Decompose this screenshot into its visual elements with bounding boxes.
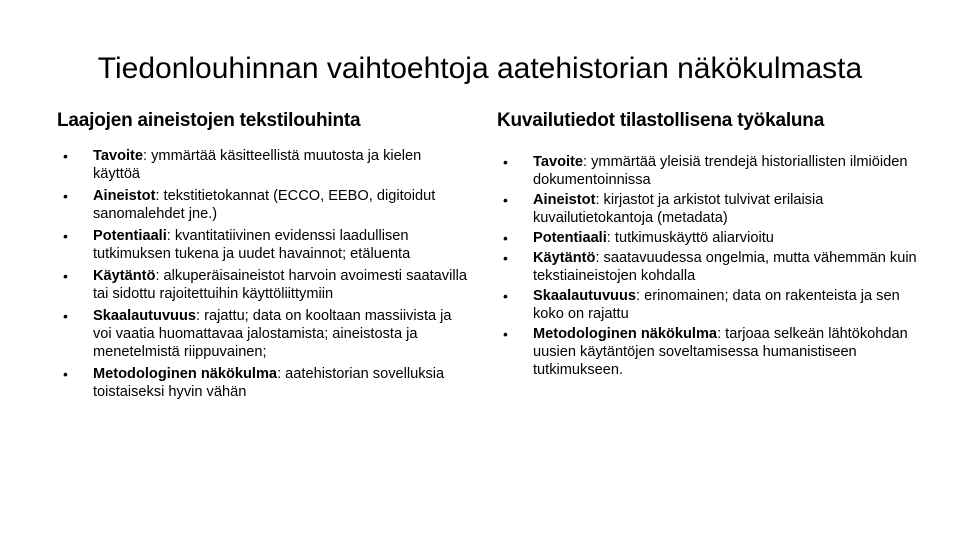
item-text: : erinomainen; data on rakenteista ja sen koko on rajattu [533,288,900,322]
list-item [57,187,467,223]
item-text: : aatehistorian sovelluksia toistaiseksi hyvin vähän [93,366,445,400]
item-term: Aineistot [93,188,156,204]
item-term: Skaalautuvuus [93,308,197,324]
bullet-icon: • [503,230,508,246]
item-text: : rajattu; data on kooltaan massiivista ja voi vaatia huomattavaa jalostamista; aineistosta ja menetelmistä riippuvainen; [93,308,452,360]
item-text: : kirjastot ja arkistot tulvivat erilaisia kuvailutietokantoja (metadata) [533,192,824,226]
item-term: Aineistot [533,192,596,208]
bullet-icon: • [503,250,508,266]
list-item [57,365,467,401]
item-text: : tutkimuskäyttö aliarvioitu [606,230,774,246]
list-item [497,287,917,323]
left-column [57,108,467,405]
left-bullet-list [57,147,467,401]
list-item [57,267,467,303]
item-text: : tekstitietokannat (ECCO, EEBO, digitoidut sanomalehdet jne.) [93,188,436,222]
item-term: Potentiaali [93,228,167,244]
item-term: Skaalautuvuus [533,288,637,304]
right-bullet-list [497,153,917,379]
slide-title: Tiedonlouhinnan vaihtoehtoja aatehistorian näkökulmasta [97,52,863,85]
item-term: Metodologinen näkökulma [533,326,718,342]
bullet-icon: • [63,188,68,204]
list-item [57,307,467,361]
bullet-icon: • [503,288,508,304]
bullet-icon: • [63,268,68,284]
item-text: : ymmärtää yleisiä trendejä historiallisten ilmiöiden dokumentoinnissa [533,154,908,188]
bullet-icon: • [503,192,508,208]
item-term: Tavoite [533,154,584,170]
list-item [57,227,467,263]
list-item [497,153,917,189]
bullet-icon: • [63,308,68,324]
bullet-icon: • [63,228,68,244]
list-item [497,229,917,247]
item-term: Metodologinen näkökulma [93,366,278,382]
item-text: : alkuperäisaineistot harvoin avoimesti saatavilla tai sidottu rajoitettuihin käyttöliittymiin [93,268,467,302]
right-column [497,108,917,381]
right-column-heading: Kuvailutiedot tilastollisena työkaluna [497,110,825,131]
item-text: : saatavuudessa ongelmia, mutta vähemmän kuin tekstiaineistojen kohdalla [533,250,917,284]
bullet-icon: • [63,366,68,382]
list-item [497,325,917,379]
list-item [497,249,917,285]
item-term: Tavoite [93,148,144,164]
item-text: : ymmärtää käsitteellistä muutosta ja kielen käyttöä [93,148,422,182]
list-item [57,147,467,183]
bullet-icon: • [63,148,68,164]
item-text: : kvantitatiivinen evidenssi laadullisen tutkimuksen tukena ja uudet havainnot; etäluenta [93,228,411,262]
list-item [497,191,917,227]
left-column-heading: Laajojen aineistojen tekstilouhinta [57,110,361,131]
item-term: Potentiaali [533,230,607,246]
item-term: Käytäntö [93,268,156,284]
bullet-icon: • [503,326,508,342]
item-text: : tarjoaa selkeän lähtökohdan uusien käytäntöjen soveltamisessa humanistiseen tutkimukseen. [533,326,908,378]
item-term: Käytäntö [533,250,596,266]
bullet-icon: • [503,154,508,170]
